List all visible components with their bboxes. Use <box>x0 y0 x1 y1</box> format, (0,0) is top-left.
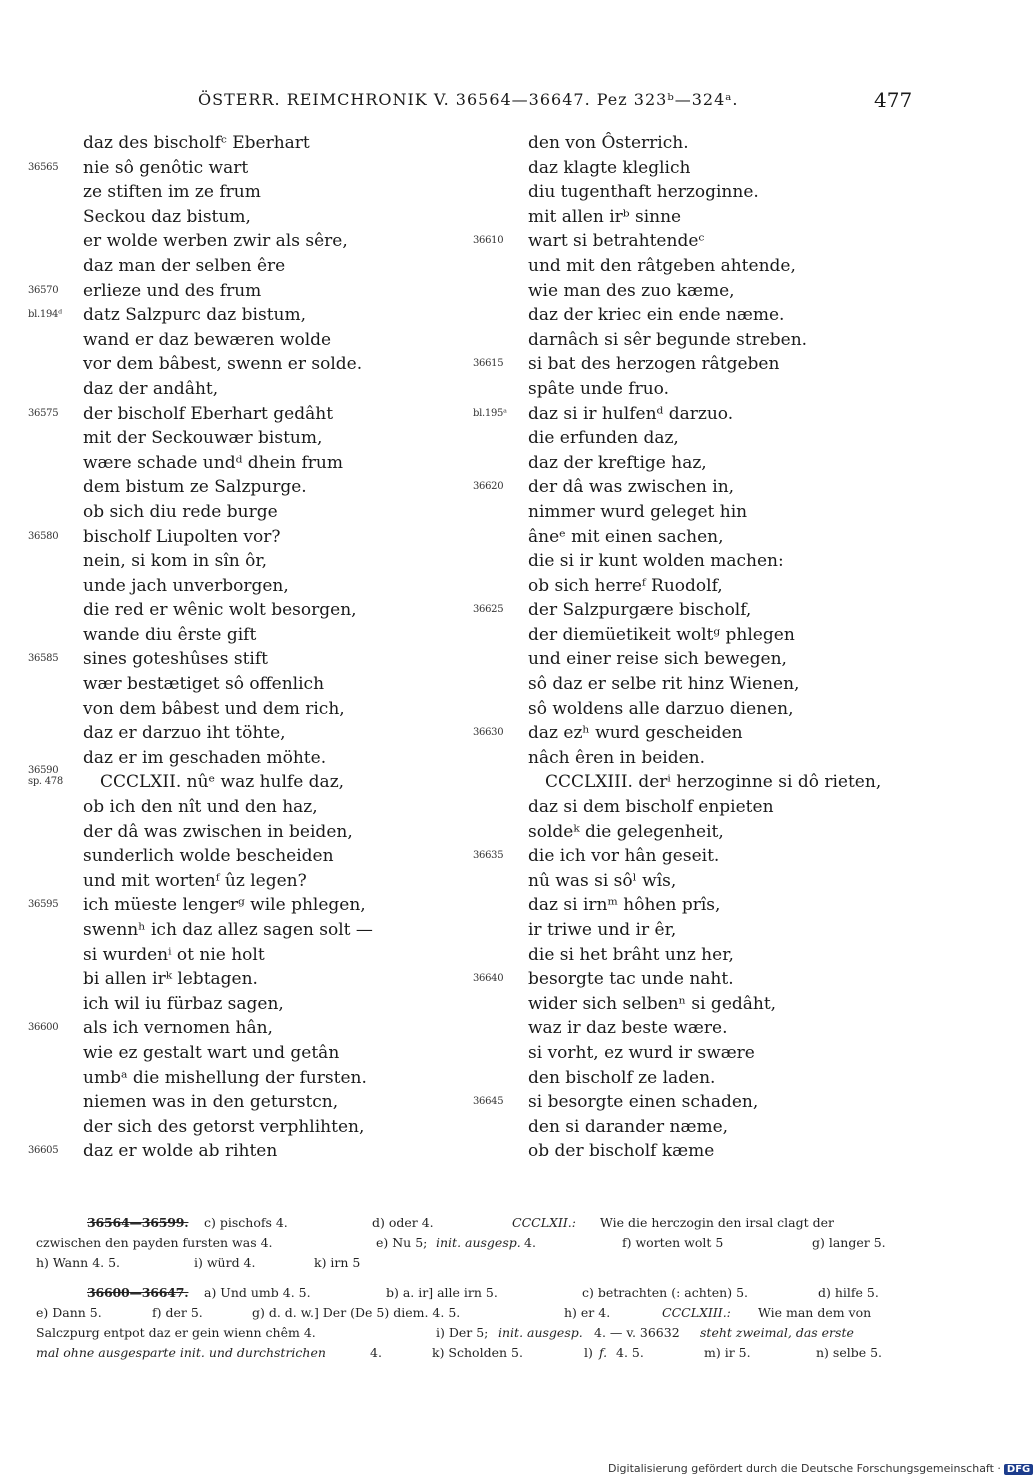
verse-line <box>28 180 468 205</box>
verse-line <box>473 893 913 918</box>
footnote-italic: mal ohne ausgesparte init. und durchstrichen <box>36 1345 326 1360</box>
verse-text: mit allen irᵇ sinne <box>528 206 682 227</box>
verse-column-left <box>28 131 468 1164</box>
verse-line <box>28 156 468 181</box>
verse-text: mit der Seckouwær bistum, <box>83 428 323 449</box>
footnote-line <box>36 1233 902 1253</box>
verse-line <box>473 1041 913 1066</box>
line-number: 36620 <box>473 481 504 493</box>
verse-line <box>28 820 468 845</box>
verse-line <box>473 1090 913 1115</box>
line-number: 36645 <box>473 1096 504 1108</box>
footnote: k) Scholden 5. <box>432 1345 523 1360</box>
verse-line <box>28 377 468 402</box>
page-number: 477 <box>874 88 913 112</box>
verse-text: ir triwe und ir êr, <box>528 920 677 940</box>
verse-text: der Salzpurgære bischolf, <box>528 600 752 621</box>
line-number-value: 36590 <box>28 765 59 777</box>
verse-line <box>473 180 913 205</box>
verse-text: der diemüetikeit woltᵍ phlegen <box>528 624 795 645</box>
verse-line <box>28 525 468 550</box>
verse-text: swennʰ ich daz allez sagen solt — <box>83 920 373 940</box>
verse-text: daz er darzuo iht töhte, <box>83 723 286 744</box>
verse-text: und einer reise sich bewegen, <box>528 649 787 670</box>
running-title: ÖSTERR. REIMCHRONIK V. 36564—36647. Pez 323ᵇ—324ᵃ. <box>198 90 739 109</box>
verse-text: si wurdenⁱ ot nie holt <box>83 944 265 965</box>
verse-range: 36600—36647. <box>87 1285 189 1300</box>
footnote: h) er 4. <box>564 1305 611 1320</box>
verse-text: daz des bischolfᶜ Eberhart <box>83 133 310 153</box>
verse-line <box>473 918 913 943</box>
verse-text: daz si dem bischolf enpieten <box>528 797 774 818</box>
footnote: d) hilfe 5. <box>818 1285 879 1300</box>
verse-line <box>473 697 913 722</box>
chapter-heading-text: Wie man dem von <box>758 1305 872 1320</box>
line-number: 36630 <box>473 727 504 739</box>
footnote-line <box>36 1323 902 1343</box>
verse-text: ob ich den nît und den haz, <box>83 797 318 818</box>
verse-line <box>473 746 913 771</box>
line-number: 36635 <box>473 850 504 862</box>
footnote: 4. <box>370 1345 382 1360</box>
verse-line <box>473 647 913 672</box>
verse-text: die ich vor hân geseit. <box>528 846 720 867</box>
footnote: 4. <box>524 1235 536 1250</box>
verse-line <box>473 574 913 599</box>
verse-line <box>473 1066 913 1091</box>
verse-text: ze stiften im ze frum <box>83 182 261 203</box>
footnote: g) langer 5. <box>812 1235 886 1250</box>
verse-text: von dem bâbest und dem rich, <box>83 698 345 719</box>
verse-text: erlieze und des frum <box>83 280 262 301</box>
page-header <box>0 88 1000 114</box>
verse-text: besorgte tac unde naht. <box>528 969 734 990</box>
verse-line <box>473 229 913 254</box>
chapter-heading-text: Wie die herczogin den irsal clagt der <box>600 1215 834 1230</box>
verse-text: wære schade undᵈ dhein frum <box>83 452 343 473</box>
verse-text: vor dem bâbest, swenn er solde. <box>83 354 363 375</box>
footnote: l) <box>584 1345 593 1360</box>
verse-text: si vorht, ez wurd ir swære <box>528 1042 755 1063</box>
verse-text: sô daz er selbe rit hinz Wienen, <box>528 674 800 695</box>
footnote: b) a. ir] alle irn 5. <box>386 1285 498 1300</box>
footer-text: Digitalisierung gefördert durch die Deutsche Forschungsgemeinschaft · <box>608 1462 1001 1475</box>
verse-line <box>28 574 468 599</box>
line-number: bl.195ᵃ <box>473 407 507 419</box>
verse-line <box>473 426 913 451</box>
verse-line <box>28 765 468 795</box>
verse-text: daz man der selben êre <box>83 255 286 276</box>
footnote: i) Der 5; <box>436 1325 489 1340</box>
verse-line <box>473 820 913 845</box>
verse-text: wær bestætiget sô offenlich <box>83 674 325 695</box>
verse-line <box>473 1139 913 1164</box>
verse-text: ob sich diu rede burge <box>83 501 278 522</box>
line-number: 36615 <box>473 358 504 370</box>
footnote: n) selbe 5. <box>816 1345 883 1360</box>
verse-text: si besorgte einen schaden, <box>528 1092 759 1113</box>
chapter-start-verse: CCCLXII. nûᵉ waz hulfe daz, <box>100 772 345 793</box>
footnote: i) würd 4. <box>194 1255 256 1270</box>
line-number: 36610 <box>473 235 504 247</box>
verse-text: si bat des herzogen râtgeben <box>528 354 780 375</box>
verse-text: niemen was in den geturstcn, <box>83 1092 339 1113</box>
verse-line <box>28 1041 468 1066</box>
line-number <box>28 765 80 787</box>
verse-text: nû was si sôˡ wîs, <box>528 870 677 891</box>
verse-line <box>473 844 913 869</box>
verse-line <box>28 254 468 279</box>
footnote-continuation: czwischen den payden fursten was 4. <box>36 1235 273 1250</box>
verse-line <box>28 598 468 623</box>
footnote: f) der 5. <box>152 1305 203 1320</box>
verse-text: wie ez gestalt wart und getân <box>83 1042 340 1063</box>
verse-text: nâch êren in beiden. <box>528 747 706 768</box>
verse-text: bi allen irᵏ lebtagen. <box>83 969 258 990</box>
verse-line <box>473 770 913 795</box>
verse-text: daz si irnᵐ hôhen prîs, <box>528 895 721 916</box>
verse-line <box>473 279 913 304</box>
verse-line <box>28 328 468 353</box>
verse-line <box>473 992 913 1017</box>
verse-line <box>473 598 913 623</box>
verse-text: wand er daz bewæren wolde <box>83 329 332 350</box>
verse-text: der dâ was zwischen in, <box>528 477 735 498</box>
verse-text: daz der andâht, <box>83 378 219 399</box>
verse-text: unde jach unverborgen, <box>83 575 289 596</box>
verse-line <box>28 451 468 476</box>
footnote: a) Und umb 4. 5. <box>204 1285 311 1300</box>
verse-line <box>28 697 468 722</box>
footnote-italic: init. ausgesp. <box>498 1325 583 1340</box>
verse-text: die erfunden daz, <box>528 428 679 449</box>
verse-line <box>28 279 468 304</box>
verse-line <box>28 746 468 771</box>
verse-line <box>473 672 913 697</box>
verse-line <box>28 869 468 894</box>
verse-line <box>28 893 468 918</box>
verse-text: daz er wolde ab rihten <box>83 1141 278 1162</box>
verse-line <box>473 377 913 402</box>
chapter-start-verse: CCCLXIII. derⁱ herzoginne si dô rieten, <box>545 772 882 793</box>
verse-text: den bischolf ze laden. <box>528 1067 716 1088</box>
digitization-footer <box>608 1462 1033 1475</box>
verse-text: soldeᵏ die gelegenheit, <box>528 821 724 842</box>
line-number: bl.194ᵈ <box>28 309 62 321</box>
footnote-continuation: Salczpurg entpot daz er gein wienn chêm 4. <box>36 1325 316 1340</box>
verse-text: der bischolf Eberhart gedâht <box>83 403 334 424</box>
verse-line <box>28 402 468 427</box>
verse-line <box>473 525 913 550</box>
verse-line <box>28 623 468 648</box>
verse-text: daz er im geschaden möhte. <box>83 747 327 768</box>
line-number: 36625 <box>473 604 504 616</box>
footnote-line <box>36 1253 902 1273</box>
footnote: f) worten wolt 5 <box>622 1235 724 1250</box>
footnote: e) Nu 5; <box>376 1235 428 1250</box>
verse-text: er wolde werben zwir als sêre, <box>83 231 348 252</box>
verse-text: als ich vernomen hân, <box>83 1018 273 1039</box>
verse-range: 36564—36599. <box>87 1215 189 1230</box>
verse-text: diu tugenthaft herzoginne. <box>528 182 759 203</box>
verse-line <box>473 500 913 525</box>
verse-line <box>473 1016 913 1041</box>
verse-line <box>473 352 913 377</box>
footnote-line <box>36 1303 902 1323</box>
verse-line <box>473 254 913 279</box>
verse-line <box>28 500 468 525</box>
verse-line <box>28 131 468 156</box>
verse-line <box>473 549 913 574</box>
footnote: g) d. d. w.] Der (De 5) diem. 4. 5. <box>252 1305 461 1320</box>
verse-text: sunderlich wolde bescheiden <box>83 846 334 867</box>
column-marker: sp. 478 <box>28 776 63 788</box>
verse-line <box>28 721 468 746</box>
verse-text: datz Salzpurc daz bistum, <box>83 305 306 326</box>
verse-text: waz ir daz beste wære. <box>528 1018 728 1039</box>
chapter-heading-note: CCCLXII.: <box>512 1215 576 1230</box>
verse-line <box>28 303 468 328</box>
verse-line <box>28 967 468 992</box>
footnote: h) Wann 4. 5. <box>36 1255 121 1270</box>
footnote-line <box>36 1343 902 1363</box>
verse-line <box>28 229 468 254</box>
verse-text: bischolf Liupolten vor? <box>83 526 281 547</box>
verse-line <box>28 672 468 697</box>
verse-text: der dâ was zwischen in beiden, <box>83 821 353 842</box>
verse-text: die si ir kunt wolden machen: <box>528 551 784 572</box>
footnote-italic: steht zweimal, das erste <box>700 1325 854 1340</box>
footnote: k) irn 5 <box>314 1255 361 1270</box>
verse-text: wider sich selbenⁿ si gedâht, <box>528 993 777 1014</box>
footnote: c) betrachten (: achten) 5. <box>582 1285 749 1300</box>
verse-text: ob sich herreᶠ Ruodolf, <box>528 575 723 596</box>
line-number: 36600 <box>28 1022 59 1034</box>
verse-text: sines goteshûses stift <box>83 649 268 670</box>
verse-line <box>28 992 468 1017</box>
verse-text: wie man des zuo kæme, <box>528 280 735 301</box>
verse-line <box>473 869 913 894</box>
verse-line <box>28 426 468 451</box>
line-number: 36585 <box>28 653 59 665</box>
verse-line <box>473 943 913 968</box>
verse-text: daz der kreftige haz, <box>528 452 707 473</box>
verse-line <box>28 1090 468 1115</box>
verse-line <box>473 1115 913 1140</box>
line-number: 36565 <box>28 161 59 173</box>
verse-text: spâte unde fruo. <box>528 378 669 399</box>
footnote: c) pischofs 4. <box>204 1215 288 1230</box>
verse-line <box>473 451 913 476</box>
verse-text: daz ezʰ wurd gescheiden <box>528 723 743 744</box>
footnote: 4. — v. 36632 <box>594 1325 680 1340</box>
verse-text: umbᵃ die mishellung der fursten. <box>83 1067 367 1088</box>
verse-text: nein, si kom in sîn ôr, <box>83 551 268 572</box>
line-number: 36595 <box>28 899 59 911</box>
verse-text: ob der bischolf kæme <box>528 1141 715 1162</box>
line-number: 36640 <box>473 973 504 985</box>
chapter-heading-note: CCCLXIII.: <box>662 1305 731 1320</box>
footnote: 4. 5. <box>616 1345 644 1360</box>
verse-text: darnâch si sêr begunde streben. <box>528 329 808 350</box>
footnote: m) ir 5. <box>704 1345 751 1360</box>
verse-line <box>28 844 468 869</box>
verse-line <box>28 1139 468 1164</box>
verse-text: die si het brâht unz her, <box>528 944 734 965</box>
verse-line <box>473 205 913 230</box>
verse-text: und mit den râtgeben ahtende, <box>528 255 796 276</box>
verse-text: daz klagte kleglich <box>528 157 691 178</box>
verse-text: nie sô genôtic wart <box>83 157 249 178</box>
verse-text: den von Ôsterrich. <box>528 133 689 153</box>
verse-line <box>473 156 913 181</box>
verse-line <box>473 328 913 353</box>
verse-line <box>473 721 913 746</box>
footnote-line <box>36 1213 902 1233</box>
verse-text: âneᵉ mit einen sachen, <box>528 526 724 547</box>
verse-line <box>473 303 913 328</box>
verse-line <box>28 1115 468 1140</box>
footnote: d) oder 4. <box>372 1215 434 1230</box>
verse-text: den si darander næme, <box>528 1116 729 1137</box>
verse-line <box>28 205 468 230</box>
verse-line <box>28 352 468 377</box>
verse-line <box>473 795 913 820</box>
verse-line <box>28 918 468 943</box>
verse-line <box>28 1016 468 1041</box>
verse-text: daz der kriec ein ende næme. <box>528 305 785 326</box>
verse-line <box>28 1066 468 1091</box>
footnotes <box>36 1213 902 1363</box>
footnote-italic: init. ausgesp. <box>436 1235 521 1250</box>
verse-line <box>473 475 913 500</box>
verse-text: sô woldens alle darzuo dienen, <box>528 698 794 719</box>
verse-text: ich müeste lengerᵍ wile phlegen, <box>83 895 366 916</box>
verse-line <box>473 967 913 992</box>
line-number: 36605 <box>28 1145 59 1157</box>
verse-line <box>28 475 468 500</box>
line-number: 36580 <box>28 530 59 542</box>
verse-line <box>28 549 468 574</box>
verse-text: nimmer wurd geleget hin <box>528 501 748 522</box>
verse-text: der sich des getorst verphlihten, <box>83 1116 365 1137</box>
verse-text: daz si ir hulfenᵈ darzuo. <box>528 403 734 424</box>
footnote: e) Dann 5. <box>36 1305 102 1320</box>
verse-line <box>28 647 468 672</box>
line-number: 36575 <box>28 407 59 419</box>
verse-text: dem bistum ze Salzpurge. <box>83 477 307 498</box>
footnote-italic: f. <box>599 1345 608 1360</box>
verse-line <box>473 402 913 427</box>
verse-column-right <box>473 131 913 1164</box>
verse-line <box>28 943 468 968</box>
verse-line <box>473 131 913 156</box>
line-number: 36570 <box>28 284 59 296</box>
verse-text: wart si betrahtendeᶜ <box>528 231 705 252</box>
verse-text: ich wil iu fürbaz sagen, <box>83 993 284 1014</box>
verse-text: Seckou daz bistum, <box>83 206 251 227</box>
dfg-logo-icon: DFG <box>1004 1464 1033 1475</box>
verse-text: und mit wortenᶠ ûz legen? <box>83 870 307 891</box>
verse-line <box>473 623 913 648</box>
verse-text: wande diu êrste gift <box>83 624 257 645</box>
footnote-line <box>36 1283 902 1303</box>
verse-line <box>28 795 468 820</box>
verse-text: die red er wênic wolt besorgen, <box>83 600 357 621</box>
